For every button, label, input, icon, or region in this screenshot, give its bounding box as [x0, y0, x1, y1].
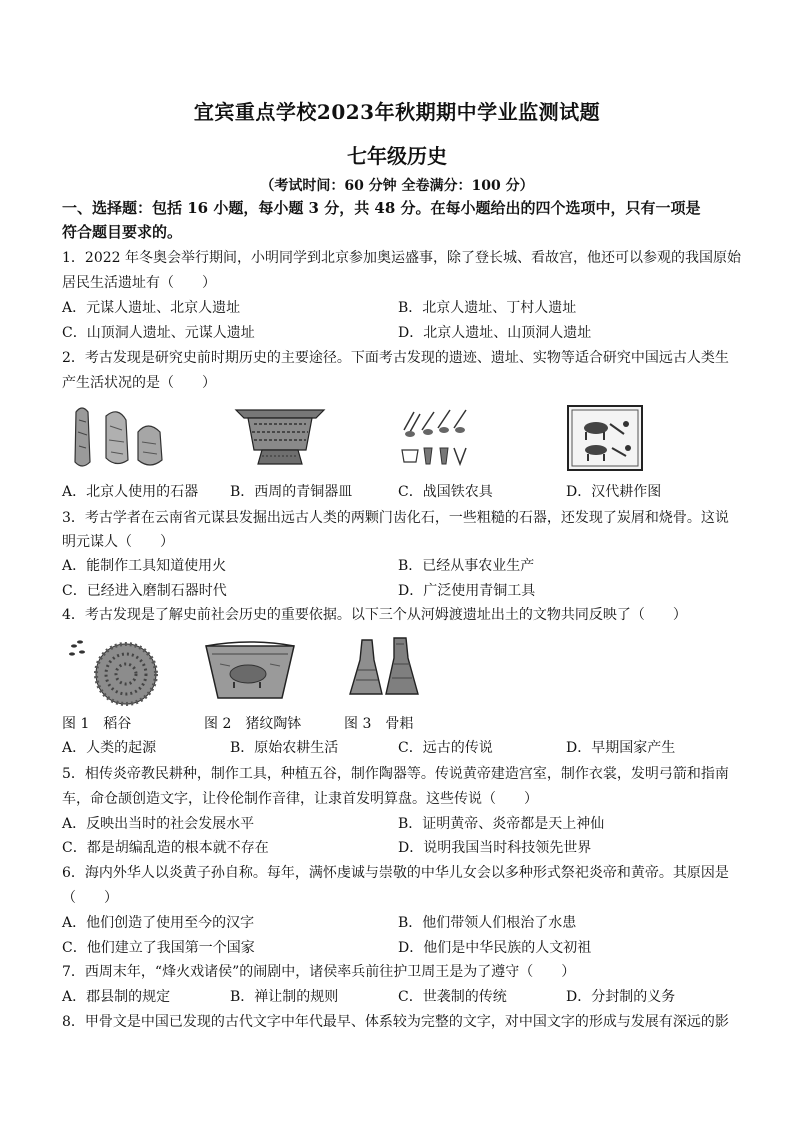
question-5-option-d: D．说明我国当时科技领先世界 — [398, 840, 592, 856]
question-1-option-a: A．元谋人遗址、北京人遗址 — [62, 300, 241, 316]
question-2-option-b: B．西周的青铜器皿 — [230, 484, 353, 500]
section-instruction-line2: 符合题目要求的。 — [62, 223, 183, 241]
question-5-option-b: B．证明黄帝、炎帝都是天上神仙 — [398, 816, 605, 832]
question-5-option-c: C．都是胡编乱造的根本就不存在 — [62, 840, 269, 856]
question-2-stem-line1: 2．考古发现是研究史前时期历史的主要途径。下面考古发现的遗迹、遗址、实物等适合研究中国远古人类生 — [62, 350, 729, 366]
question-4-option-c: C．远古的传说 — [398, 740, 493, 756]
figure-1-caption: 图 1 稻谷 — [62, 716, 132, 732]
question-5-stem-line1: 5．相传炎帝教民耕种，制作工具，种植五谷，制作陶器等。传说黄帝建造宫室，制作衣裳，发明弓箭和指南 — [62, 766, 729, 782]
bronze-vessel-image — [232, 402, 328, 474]
exam-title: 宜宾重点学校2023年秋期期中学业监测试题 — [193, 100, 601, 124]
question-6-stem-line1: 6．海内外华人以炎黄子孙自称。每年，满怀虔诚与崇敬的中华儿女会以多种形式祭祀炎帝和黄帝。其原因是 — [62, 865, 729, 881]
bone-spade-image — [342, 634, 426, 708]
exam-info: （考试时间：60 分钟 全卷满分：100 分） — [260, 178, 534, 194]
question-2-option-a: A．北京人使用的石器 — [62, 484, 199, 500]
question-6-option-b: B．他们带领人们根治了水患 — [398, 915, 577, 931]
question-5-option-a: A．反映出当时的社会发展水平 — [62, 816, 255, 832]
question-1-stem-line1: 1．2022 年冬奥会举行期间，小明同学到北京参加奥运盛事，除了登长城、看故宫，他还可以参观的我国原始 — [62, 250, 741, 266]
question-5-stem-line2: 车，命仓颉创造文字，让伶伦制作音律，让隶首发明算盘。这些传说（ ） — [62, 791, 538, 807]
exam-subtitle: 七年级历史 — [347, 144, 447, 168]
question-4-option-a: A．人类的起源 — [62, 740, 157, 756]
question-1-option-d: D．北京人遗址、山顶洞人遗址 — [398, 325, 592, 341]
question-3-option-a: A．能制作工具知道使用火 — [62, 558, 227, 574]
question-2-stem-line2: 产生活状况的是（ ） — [62, 375, 216, 391]
question-3-stem-line1: 3．考古学者在云南省元谋县发掘出远古人类的两颗门齿化石，一些粗糙的石器，还发现了炭屑和烧骨。这说 — [62, 510, 729, 526]
han-farming-image — [566, 404, 644, 472]
question-7-stem: 7．西周末年，“烽火戏诸侯”的闹剧中，诸侯率兵前往护卫周王是为了遵守（ ） — [62, 964, 576, 980]
question-3-option-d: D．广泛使用青铜工具 — [398, 583, 536, 599]
question-6-option-c: C．他们建立了我国第一个国家 — [62, 940, 255, 956]
question-2-option-c: C．战国铁农具 — [398, 484, 493, 500]
pig-pottery-image — [200, 636, 300, 706]
question-8-stem-line1: 8．甲骨文是中国已发现的古代文字中年代最早、体系较为完整的文字，对中国文字的形成与发展有深远的影 — [62, 1014, 729, 1030]
question-3-option-c: C．已经进入磨制石器时代 — [62, 583, 227, 599]
section-instruction-line1: 一、选择题：包括 16 小题，每小题 3 分，共 48 分。在每小题给出的四个选项中，只有一项是 — [62, 199, 701, 217]
question-4-stem: 4．考古发现是了解史前社会历史的重要依据。以下三个从河姆渡遗址出土的文物共同反映了（ ） — [62, 607, 687, 623]
question-4-option-b: B．原始农耕生活 — [230, 740, 339, 756]
question-7-option-c: C．世袭制的传统 — [398, 989, 507, 1005]
figure-3-caption: 图 3 骨耜 — [344, 716, 414, 732]
rice-grain-image — [64, 632, 164, 708]
figure-2-caption: 图 2 猪纹陶钵 — [204, 716, 302, 732]
question-1-stem-line2: 居民生活遗址有（ ） — [62, 275, 216, 291]
question-7-option-a: A．郡县制的规定 — [62, 989, 171, 1005]
question-1-option-c: C．山顶洞人遗址、元谋人遗址 — [62, 325, 255, 341]
question-3-option-b: B．已经从事农业生产 — [398, 558, 535, 574]
question-3-stem-line2: 明元谋人（ ） — [62, 534, 174, 550]
stone-tools-image — [68, 402, 168, 474]
question-1-option-b: B．北京人遗址、丁村人遗址 — [398, 300, 577, 316]
question-4-option-d: D．早期国家产生 — [566, 740, 676, 756]
question-2-option-d: D．汉代耕作图 — [566, 484, 662, 500]
iron-tools-image — [396, 402, 476, 474]
question-6-stem-line2: （ ） — [62, 890, 118, 906]
question-7-option-b: B．禅让制的规则 — [230, 989, 339, 1005]
question-7-option-d: D．分封制的义务 — [566, 989, 676, 1005]
question-6-option-d: D．他们是中华民族的人文初祖 — [398, 940, 592, 956]
question-6-option-a: A．他们创造了使用至今的汉字 — [62, 915, 255, 931]
